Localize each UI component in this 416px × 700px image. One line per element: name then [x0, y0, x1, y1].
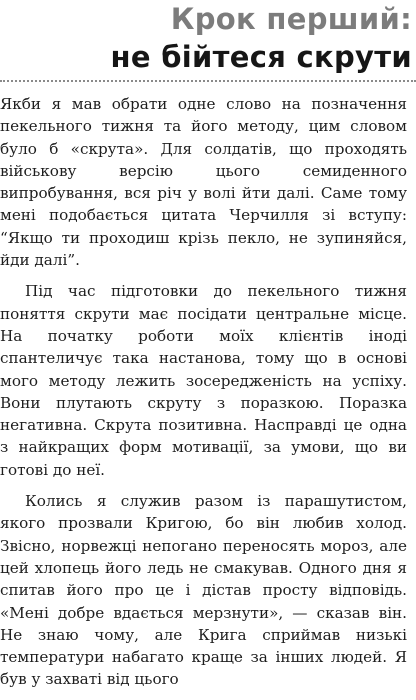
- paragraph-3: Колись я служив разом із парашутистом, якого прозвали Кригою, бо він любив холод. Звісно, норвежці непогано переносять мороз, але цей хлопець його ледь не смакував. Одного дня я спитав його про це і дістав просту відповідь. «Мені добре вдається мерзнути», — сказав він. Не знаю чому, але Крига сприймав низькі температури набагато краще за інших людей. Я був у захваті від цього: [0, 492, 407, 689]
- body-text: [0, 93, 407, 700]
- dotted-divider: [0, 80, 416, 82]
- paragraph-1: Якби я мав обрати одне слово на позначення пекельного тижня та його методу, цим словом було б «скрута». Для солдатів, що проходять військову версію цього семиденного випробування, вся річ у волі йти далі. Саме тому мені подобається цитата Черчилля зі вступу: “Якщо ти проходиш крізь пекло, не зупиняйся, йди далі”.: [0, 95, 407, 270]
- chapter-heading-line-1: Крок перший:: [170, 2, 412, 36]
- chapter-heading-line-2: не бійтеся скрути: [110, 40, 412, 74]
- paragraph-2: Під час підготовки до пекельного тижня поняття скрути має посідати центральне місце. На початку роботи моїх клієнтів іноді спантеличує така настанова, тому що в основі мого методу лежить зосередженість на успіху. Вони плутають скруту з поразкою. Поразка негативна. Скрута позитивна. Насправді це одна з найкращих форм мотивації, за умови, що ви готові до неї.: [0, 282, 407, 479]
- chapter-heading: [111, 0, 412, 76]
